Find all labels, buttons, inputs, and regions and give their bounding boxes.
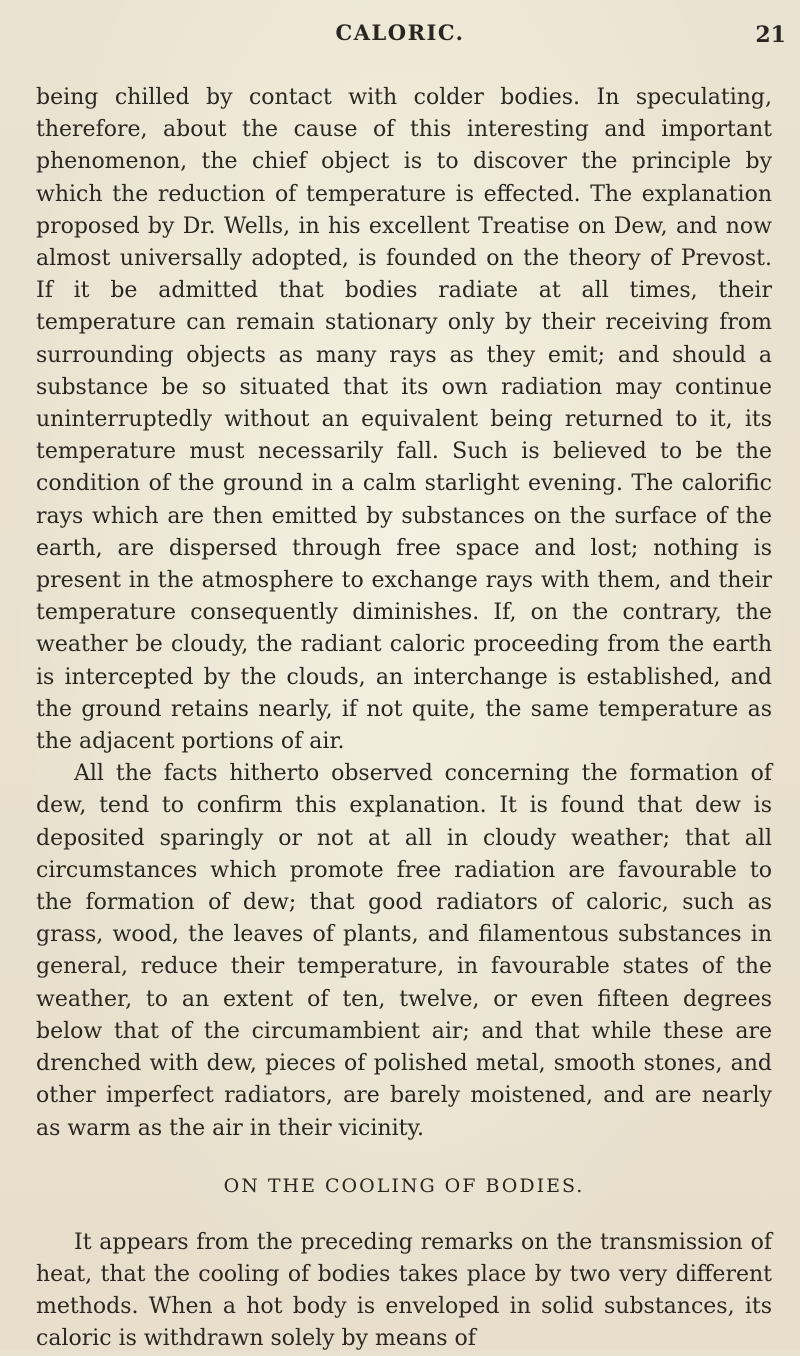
- running-head: [0, 20, 800, 60]
- paragraph: It appears from the preceding remarks on the transmission of heat, that the cooling of bodies takes place by two very different methods. When a hot body is enveloped in solid substances, its caloric is withdrawn solely by means of: [36, 1229, 772, 1352]
- body-text: [36, 82, 772, 1356]
- paragraph: being chilled by contact with colder bodies. In speculating, therefore, about the cause of this interesting and important phenomenon, the chief object is to discover the principle by which the reduction of temperature is effected. The explanation proposed by Dr. Wells, in his excellent Treatise on Dew, and now almost universally adopted, is founded on the theory of Prevost. If it be admitted that bodies radiate at all times, their temperature can remain stationary only by their receiving from surrounding objects as many rays as they emit; and should a substance be so situated that its own radiation may continue uninterruptedly without an equivalent being returned to it, its temperature must necessarily fall. Such is believed to be the condition of the ground in a calm starlight evening. The calorific rays which are then emitted by substances on the surface of the earth, are dispersed through free space and lost; nothing is present in the atmosphere to exchange rays with them, and their temperature consequently diminishes. If, on the contrary, the weather be cloudy, the radiant caloric proceeding from the earth is intercepted by the clouds, an interchange is established, and the ground retains nearly, if not quite, the same temperature as the adjacent portions of air.: [36, 85, 772, 755]
- page-number: 21: [755, 22, 786, 48]
- paragraph: All the facts hitherto observed concerning the formation of dew, tend to confirm this explanation. It is found that dew is deposited sparingly or not at all in cloudy weather; that all circumstances which promote free radiation are favourable to the formation of dew; that good radiators of caloric, such as grass, wood, the leaves of plants, and filamentous substances in general, reduce their temperature, in favourable states of the weather, to an extent of ten, twelve, or even fifteen degrees below that of the circumambient air; and that while these are drenched with dew, pieces of polished metal, smooth stones, and other imperfect radiators, are barely moistened, and are nearly as warm as the air in their vicinity.: [36, 761, 772, 1141]
- section-heading: ON THE COOLING OF BODIES.: [223, 1174, 585, 1197]
- running-title: CALORIC.: [335, 20, 465, 45]
